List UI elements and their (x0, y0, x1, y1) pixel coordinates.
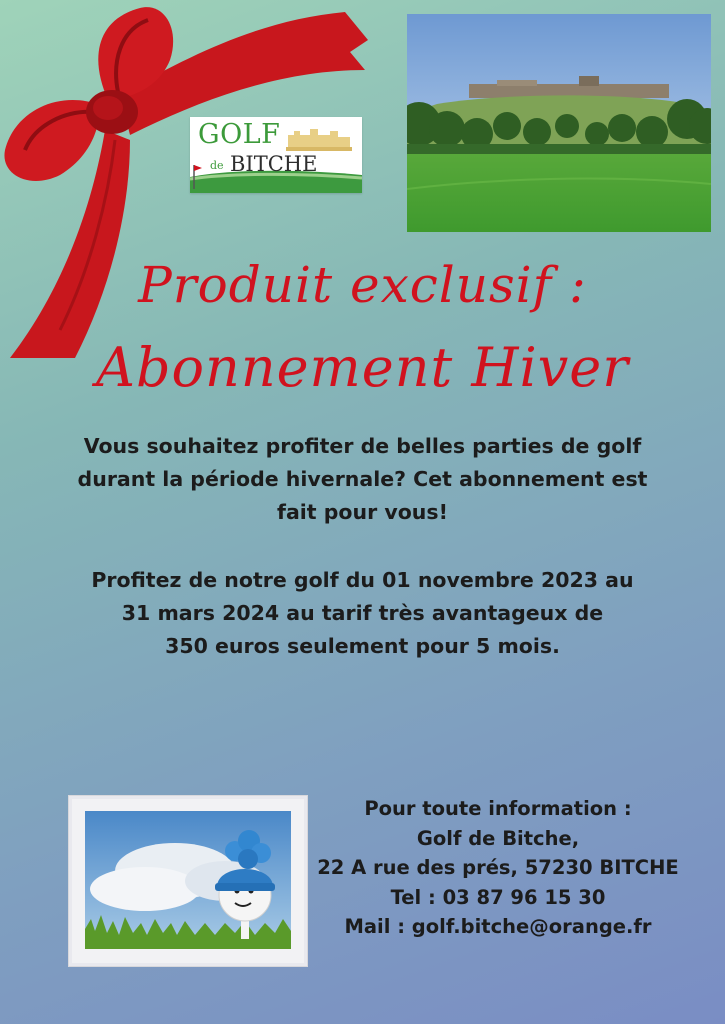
offer-line: 31 mars 2024 au tarif très avantageux de (121, 601, 604, 625)
contact-name: Golf de Bitche, (416, 826, 580, 850)
offer-paragraph (40, 564, 685, 663)
golf-de-bitche-logo (190, 117, 362, 193)
title-line-1: Produit exclusif : (138, 256, 587, 314)
contact-heading: Pour toute information : (364, 797, 632, 820)
contact-phone: Tel : 03 87 96 15 30 (390, 885, 606, 909)
logo-golf-text: GOLF (198, 119, 281, 150)
offer-line: 350 euros seulement pour 5 mois. (165, 634, 560, 658)
intro-line: durant la période hivernale? Cet abonnement est (77, 467, 648, 491)
contact-info (312, 794, 684, 942)
offer-line: Profitez de notre golf du 01 novembre 2023 au (91, 568, 634, 592)
intro-paragraph (40, 430, 685, 529)
intro-line: fait pour vous! (277, 500, 448, 524)
contact-email: Mail : golf.bitche@orange.fr (344, 915, 652, 938)
contact-address: 22 A rue des prés, 57230 BITCHE (317, 856, 679, 879)
intro-line: Vous souhaitez profiter de belles parties de golf (83, 434, 642, 458)
logo-bitche-text: BITCHE (230, 152, 318, 176)
title-line-2: Abonnement Hiver (95, 336, 630, 399)
logo-de-text: de (210, 159, 224, 172)
golf-course-photo (407, 14, 711, 232)
golf-ball-photo-frame (68, 795, 308, 967)
golf-ball-with-hat-photo (85, 811, 291, 949)
